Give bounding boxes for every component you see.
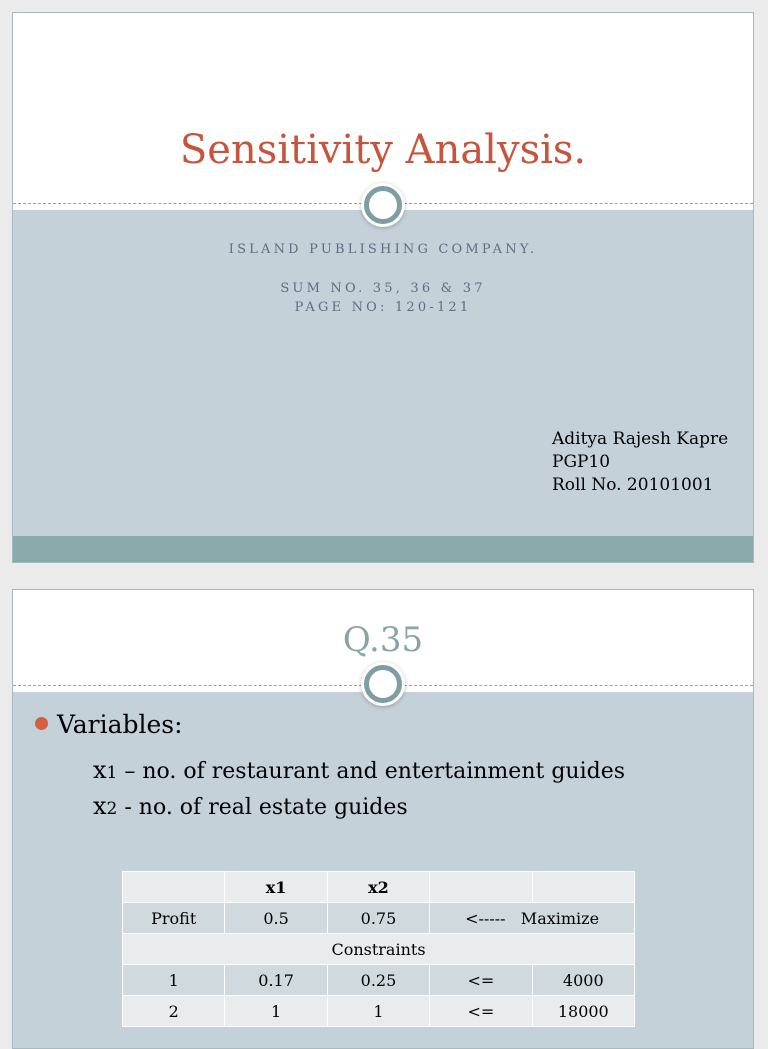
divider-circle <box>364 186 402 224</box>
table-header-x1: x1 <box>225 872 327 903</box>
table-cell: 0.17 <box>225 965 327 996</box>
title-band <box>13 13 753 210</box>
table-cell: 1 <box>225 996 327 1027</box>
table-header-x2: x2 <box>327 872 429 903</box>
table-cell: 2 <box>123 996 225 1027</box>
profit-label: Profit <box>123 903 225 934</box>
table-cell: <= <box>430 996 532 1027</box>
author-name: Aditya Rajesh Kapre <box>552 429 729 449</box>
bottom-bar <box>13 536 753 562</box>
constraints-label: Constraints <box>123 934 635 965</box>
variable-description: - no. of real estate guides <box>117 795 408 820</box>
table-cell: 4000 <box>532 965 634 996</box>
variable-symbol: x <box>93 756 107 784</box>
profit-x1: 0.5 <box>225 903 327 934</box>
author-program: PGP10 <box>552 452 611 472</box>
variable-symbol: x <box>93 792 107 820</box>
slide-title: Q.35 <box>342 620 424 660</box>
slide-title: Sensitivity Analysis. <box>179 127 587 173</box>
divider-circle <box>364 665 402 703</box>
table-cell: 18000 <box>532 996 634 1027</box>
objective-direction: <----- Maximize <box>430 903 635 934</box>
variable-description: – no. of restaurant and entertainment guides <box>117 759 625 784</box>
author-roll: Roll No. 20101001 <box>552 475 714 495</box>
table-cell <box>532 872 634 903</box>
table-cell <box>430 872 532 903</box>
variable-x1 <box>93 756 625 784</box>
table-row <box>123 965 635 996</box>
bullet-heading: Variables: <box>57 710 183 739</box>
bullet-icon <box>35 717 48 730</box>
subtitle-page: PAGE NO: 120-121 <box>294 300 472 315</box>
lp-table <box>122 871 635 1027</box>
variable-index: 1 <box>106 763 118 783</box>
table-cell: <= <box>430 965 532 996</box>
table-row-profit <box>123 903 635 934</box>
profit-x2: 0.75 <box>327 903 429 934</box>
title-slide <box>12 12 754 563</box>
table-header-row <box>123 872 635 903</box>
q35-slide <box>12 589 754 1049</box>
table-cell: 1 <box>123 965 225 996</box>
table-cell: 1 <box>327 996 429 1027</box>
table-row <box>123 996 635 1027</box>
subtitle-sum: SUM NO. 35, 36 & 37 <box>280 281 486 296</box>
table-cell <box>123 872 225 903</box>
variable-index: 2 <box>106 799 118 819</box>
variable-x2 <box>93 792 408 820</box>
table-row-constraints-label <box>123 934 635 965</box>
subtitle-company: ISLAND PUBLISHING COMPANY. <box>228 242 538 257</box>
table-cell: 0.25 <box>327 965 429 996</box>
